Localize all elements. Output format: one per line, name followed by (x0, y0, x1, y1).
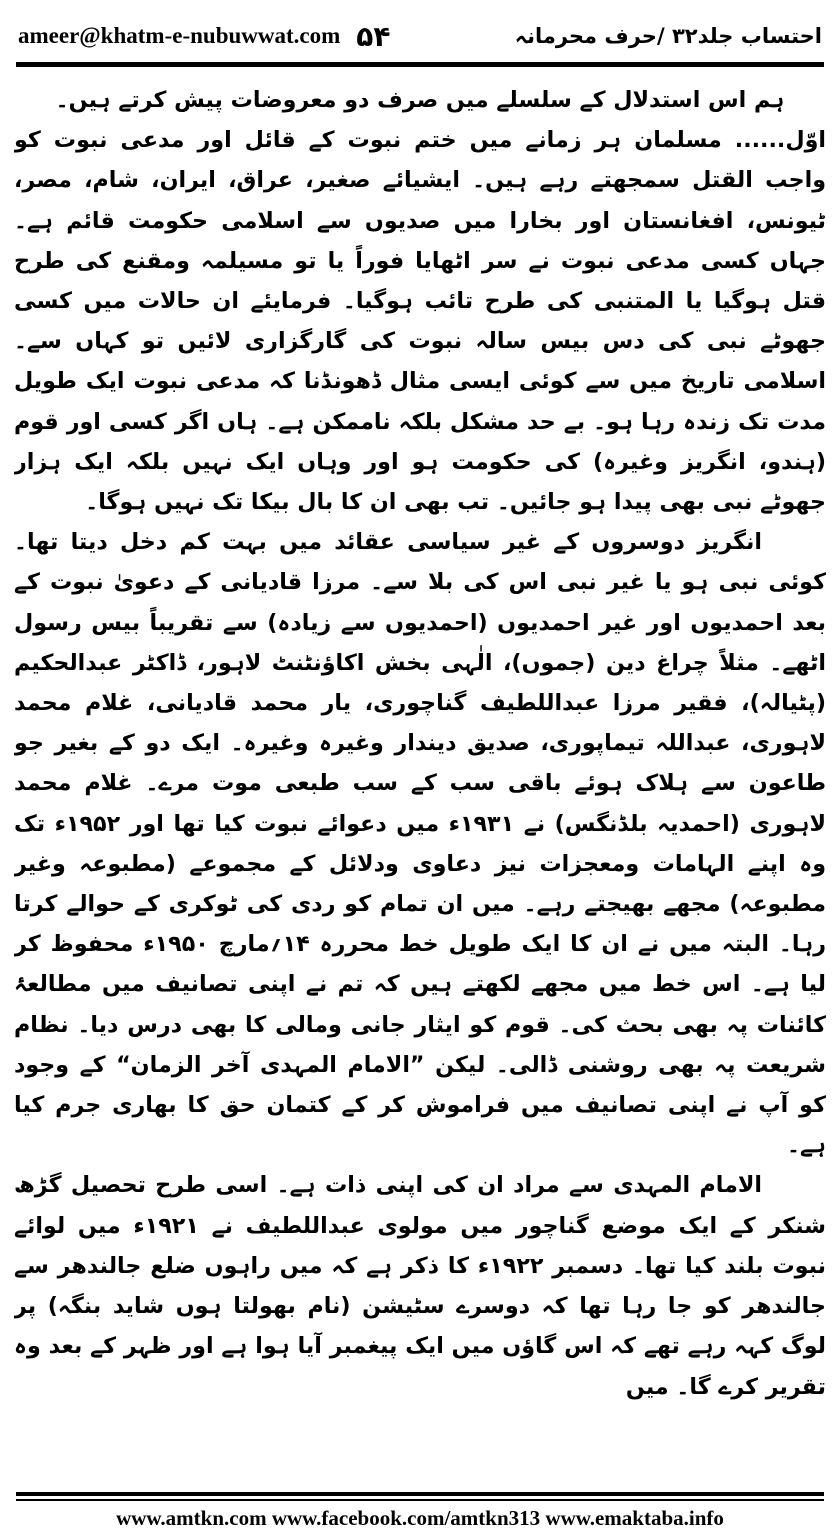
paragraph-angrez: انگریز دوسروں کے غیر سیاسی عقائد میں بہت کم دخل دیتا تھا۔ کوئی نبی ہو یا غیر نبی اس کی بلا سے۔ مرزا قادیانی کے دعویٰ نبوت کے بعد احمدیوں اور غیر احمدیوں (احمدیوں سے زیادہ) سے تقریباً بیس رسول اٹھے۔ مثلاً چراغ دین (جموں)، الٰہی بخش اکاؤنٹنٹ لاہور، ڈاکٹر عبدالحکیم (پٹیالہ)، فقیر مرزا عبداللطیف گناچوری، یار محمد قادیانی، غلام محمد لاہوری، عبداللہ تیماپوری، صدیق دیندار وغیرہ وغیرہ۔ ایک دو کے بغیر جو طاعون سے ہلاک ہوئے باقی سب کے سب طبعی موت مرے۔ غلام محمد لاہوری (احمدیہ بلڈنگس) نے ۱۹۳۱ء میں دعوائے نبوت کیا تھا اور ۱۹۵۲ء تک وہ اپنے الہامات ومعجزات نیز دعاوی ودلائل کے مجموعے (مطبوعہ وغیر مطبوعہ) مجھے بھیجتے رہے۔ میں ان تمام کو ردی کی ٹوکری کے حوالے کرتا رہا۔ البتہ میں نے ان کا ایک طویل خط محررہ ۱۴؍مارچ ۱۹۵۰ء محفوظ کر لیا ہے۔ اس خط میں مجھے لکھتے ہیں کہ تم نے اپنی تصانیف میں مطالعۂ کائنات پہ بھی بحث کی۔ قوم کو ایثار جانی ومالی کا بھی درس دیا۔ نظام شریعت پہ بھی روشنی ڈالی۔ لیکن ”الامام المہدی آخر الزمان“ کے وجود کو آپ نے اپنی تصانیف میں فراموش کر کے کتمان حق کا بھاری جرم کیا ہے۔ (14, 529, 826, 1159)
body-text (14, 80, 826, 1490)
header-left (18, 20, 390, 53)
footer-rule-thin (16, 1499, 824, 1501)
page-header (18, 14, 822, 58)
footer-rule-thick (16, 1492, 824, 1496)
footer-links: www.amtkn.com www.facebook.com/amtkn313 www.emaktaba.info (116, 1506, 724, 1530)
page-number: ۵۴ (356, 19, 391, 53)
paragraph-awwal: اوّل...... مسلمان ہر زمانے میں ختم نبوت کے قائل اور مدعی نبوت کو واجب القتل سمجھتے رہے ہیں۔ ایشیائے صغیر، عراق، ایران، شام، مصر، ٹیونس، افغانستان اور بخارا میں صدیوں سے اسلامی حکومت قائم ہے۔ جہاں کسی مدعی نبوت نے سر اٹھایا فوراً یا تو مسیلمہ ومقنع کی طرح قتل ہوگیا یا المتنبی کی طرح تائب ہوگیا۔ فرمایئے ان حالات میں کسی جھوٹے نبی کی دس بیس سالہ نبوت کی گارگزاری لائیں تو کہاں سے۔ اسلامی تاریخ میں سے کوئی ایسی مثال ڈھونڈنا کہ مدعی نبوت ایک طویل مدت تک زندہ رہا ہو۔ بے حد مشکل بلکہ ناممکن ہے۔ ہاں اگر کسی اور قوم (ہندو، انگریز وغیرہ) کی حکومت ہو اور وہاں ایک نہیں بلکہ ایک ہزار جھوٹے نبی بھی پیدا ہو جائیں۔ تب بھی ان کا بال بیکا تک نہیں ہوگا۔ (14, 127, 826, 516)
paragraph-imam: الامام المہدی سے مراد ان کی اپنی ذات ہے۔ اسی طرح تحصیل گڑھ شنکر کے ایک موضع گناچور میں مولوی عبداللطیف نے ۱۹۲۱ء میں لوائے نبوت بلند کیا تھا۔ دسمبر ۱۹۲۲ء کا ذکر ہے کہ میں راہوں ضلع جالندھر سے جالندھر کو جا رہا تھا کہ دوسرے سٹیشن (نام بھولتا ہوں شاید بنگہ) پر لوگ کہہ رہے تھے کہ اس گاؤں میں ایک پیغمبر آیا ہوا ہے اور ظہر کے بعد وہ تقریر کرے گا۔ میں (14, 1172, 826, 1400)
paragraph-intro: ہم اس استدلال کے سلسلے میں صرف دو معروضات پیش کرتے ہیں۔ (55, 87, 785, 113)
header-email: ameer@khatm-e-nubuwwat.com (18, 23, 341, 48)
header-title: احتساب جلد۳۲ /حرف محرمانہ (514, 24, 822, 48)
header-rule (16, 62, 824, 67)
